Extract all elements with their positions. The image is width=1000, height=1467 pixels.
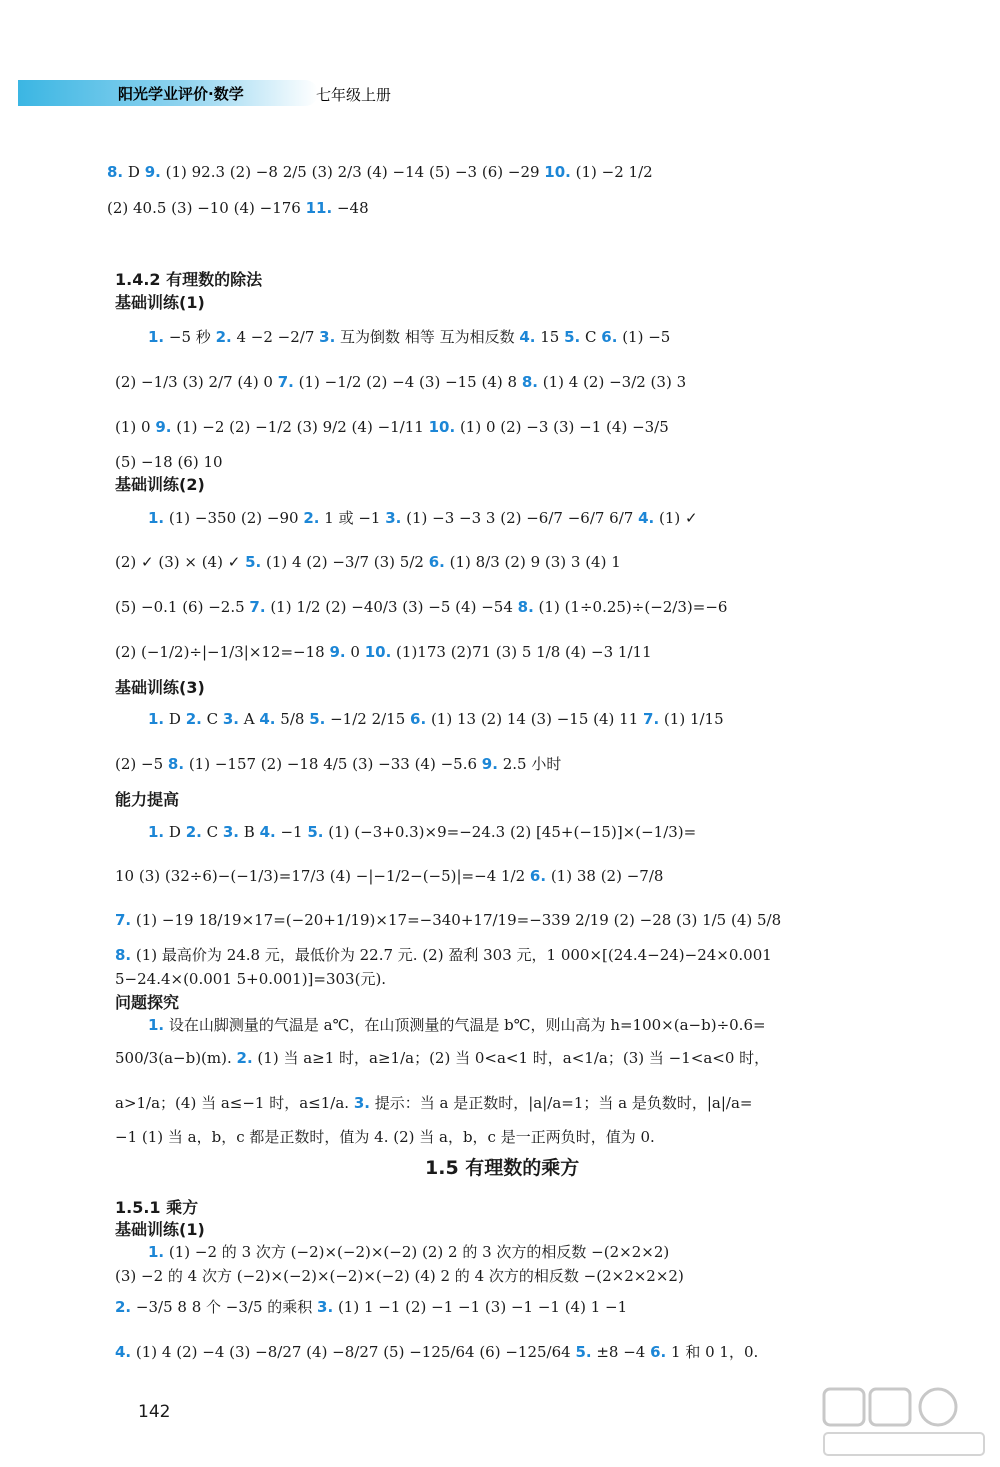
answer-text: 2.5 小时 xyxy=(497,755,562,773)
answer-text: C xyxy=(201,823,223,841)
answer-text: 1 或 −1 xyxy=(319,509,386,527)
book-subtitle: 七年级上册 xyxy=(316,86,392,104)
answer-text: 10 (3) (32÷6)−(−1/3)=17/3 (4) −|−1/2−(−5)|=−4 1/2 xyxy=(115,867,530,885)
answer-text: 能力提高 xyxy=(115,790,180,809)
question-number: 6. xyxy=(601,328,618,346)
answer-text: 提示：当 a 是正数时，|a|/a=1；当 a 是负数时，|a|/a= xyxy=(369,1094,753,1112)
answer-text: D xyxy=(164,710,186,728)
question-number: 4. xyxy=(259,710,276,728)
question-number: 5. xyxy=(309,710,326,728)
question-number: 5. xyxy=(564,328,581,346)
question-number: 2. xyxy=(215,328,232,346)
answer-text: (1) 1/15 xyxy=(659,710,724,728)
answer-text: (1) −3 −3 3 (2) −6/7 −6/7 6/7 xyxy=(401,509,639,527)
answer-text: (1) 4 (2) −3/7 (3) 5/2 xyxy=(261,553,429,571)
answer-text: 基础训练(2) xyxy=(115,475,205,494)
question-number: 5. xyxy=(245,553,262,571)
answer-text: D xyxy=(164,823,186,841)
answer-text: ±8 −4 xyxy=(591,1343,651,1361)
answer-text: (1) −19 18/19×17=(−20+1/19)×17=−340+17/19=−339 2/19 (2) −28 (3) 1/5 (4) 5/8 xyxy=(131,911,782,929)
answer-text: (2) −5 xyxy=(115,755,168,773)
answer-text: 4 −2 −2/7 xyxy=(231,328,320,346)
question-number: 1. xyxy=(148,710,165,728)
answer-text: (2) −1/3 (3) 2/7 (4) 0 xyxy=(115,373,278,391)
answer-text: −1 (1) 当 a，b，c 都是正数时，值为 4. (2) 当 a，b，c 是一正两负时，值为 0. xyxy=(115,1128,655,1146)
answer-text: (1) 1/2 (2) −40/3 (3) −5 (4) −54 xyxy=(265,598,518,616)
question-number: 6. xyxy=(529,867,547,885)
answer-text: (1) (−3+0.3)×9=−24.3 (2) [45+(−15)]×(−1/3)= xyxy=(323,823,697,841)
question-number: 8. xyxy=(167,755,185,773)
question-number: 2. xyxy=(236,1049,253,1067)
question-number: 4. xyxy=(519,328,536,346)
answer-text: (1) 38 (2) −7/8 xyxy=(546,867,664,885)
question-number: 1. xyxy=(148,509,165,527)
question-number: 4. xyxy=(638,509,655,527)
answer-text: 设在山脚测量的气温是 a℃，在山顶测量的气温是 b℃，则山高为 h=100×(a−b)÷0.6= xyxy=(164,1016,766,1034)
answer-text: 基础训练(1) xyxy=(115,1220,205,1239)
answer-text: (1) −2 (2) −1/2 (3) 9/2 (4) −1/11 xyxy=(171,418,429,436)
answer-text: (5) −18 (6) 10 xyxy=(115,453,223,471)
question-number: 3. xyxy=(319,328,336,346)
answer-text: (1) −2 1/2 xyxy=(570,163,653,181)
question-number: 5. xyxy=(575,1343,592,1361)
question-number: 1. xyxy=(148,1243,165,1261)
answer-text: (1) 0 (2) −3 (3) −1 (4) −3/5 xyxy=(455,418,669,436)
question-number: 3. xyxy=(222,710,239,728)
book-title: 阳光学业评价·数学 xyxy=(118,85,244,103)
question-number: 6. xyxy=(428,553,445,571)
answer-text: (1) 最高价为 24.8 元，最低价为 22.7 元. (2) 盈利 303 元，1 000×[(24.4−24)−24×0.001 xyxy=(131,946,772,964)
question-number: 2. xyxy=(115,1298,132,1316)
answer-text: (2) (−1/2)÷|−1/3|×12=−18 xyxy=(115,643,330,661)
answer-text: 500/3(a−b)(m). xyxy=(115,1049,237,1067)
answer-text: (1) 92.3 (2) −8 2/5 (3) 2/3 (4) −14 (5) −3 (6) −29 xyxy=(160,163,545,181)
question-number: 9. xyxy=(144,163,161,181)
answer-text: (1) 4 (2) −4 (3) −8/27 (4) −8/27 (5) −125/64 (6) −125/64 xyxy=(131,1343,576,1361)
answer-text: 1.4.2 有理数的除法 xyxy=(115,270,263,289)
question-number: 7. xyxy=(643,710,660,728)
watermark-logo xyxy=(820,1385,990,1460)
question-number: 3. xyxy=(222,823,239,841)
question-number: 6. xyxy=(650,1343,667,1361)
question-number: 10. xyxy=(364,643,392,661)
question-number: 5. xyxy=(307,823,324,841)
question-number: 1. xyxy=(148,823,165,841)
page-number: 142 xyxy=(138,1402,171,1422)
answer-text: −5 秒 xyxy=(164,328,216,346)
answer-text: 5−24.4×(0.001 5+0.001)]=303(元). xyxy=(115,970,387,988)
answer-text: (1) −5 xyxy=(617,328,671,346)
answer-text: −3/5 8 8 个 −3/5 的乘积 xyxy=(131,1298,318,1316)
question-number: 8. xyxy=(107,163,124,181)
answer-text: C xyxy=(201,710,223,728)
question-number: 2. xyxy=(185,823,202,841)
question-number: 6. xyxy=(410,710,427,728)
answer-text: (1) (1÷0.25)÷(−2/3)=−6 xyxy=(533,598,728,616)
answer-text: 0 xyxy=(345,643,365,661)
answer-text: (2) ✓ (3) × (4) ✓ xyxy=(115,553,246,571)
answer-text: D xyxy=(123,163,145,181)
question-number: 1. xyxy=(148,328,165,346)
answer-text: (1) −1/2 (2) −4 (3) −15 (4) 8 xyxy=(293,373,522,391)
question-number: 7. xyxy=(115,911,132,929)
answer-text: (1) 1 −1 (2) −1 −1 (3) −1 −1 (4) 1 −1 xyxy=(333,1298,628,1316)
answer-text: 问题探究 xyxy=(115,993,180,1012)
question-number: 10. xyxy=(428,418,456,436)
answer-text: (1)173 (2)71 (3) 5 1/8 (4) −3 1/11 xyxy=(391,643,652,661)
answer-text: (1) −2 的 3 次方 (−2)×(−2)×(−2) (2) 2 的 3 次方的相反数 −(2×2×2) xyxy=(164,1243,670,1261)
question-number: 3. xyxy=(385,509,402,527)
question-number: 8. xyxy=(517,598,534,616)
answer-text: (1) −157 (2) −18 4/5 (3) −33 (4) −5.6 xyxy=(184,755,482,773)
answer-text: 1 和 0 1，0. xyxy=(666,1343,759,1361)
answer-text: A xyxy=(239,710,260,728)
question-number: 7. xyxy=(249,598,266,616)
answer-text: (1) −350 (2) −90 xyxy=(164,509,304,527)
answer-text: −1 xyxy=(275,823,308,841)
answer-text: 互为倒数 相等 互为相反数 xyxy=(335,328,520,346)
answer-text: 1.5.1 乘方 xyxy=(115,1198,199,1217)
question-number: 8. xyxy=(115,946,132,964)
question-number: 8. xyxy=(521,373,538,391)
answer-text: (5) −0.1 (6) −2.5 xyxy=(115,598,250,616)
answer-text: 1.5 有理数的乘方 xyxy=(425,1157,580,1179)
answer-text: (1) 8/3 (2) 9 (3) 3 (4) 1 xyxy=(444,553,621,571)
question-number: 3. xyxy=(317,1298,334,1316)
question-number: 2. xyxy=(303,509,320,527)
answer-text: (1) 0 xyxy=(115,418,156,436)
answer-text: C xyxy=(580,328,602,346)
answer-text: a>1/a；(4) 当 a≤−1 时，a≤1/a. xyxy=(115,1094,354,1112)
question-number: 2. xyxy=(185,710,202,728)
question-number: 4. xyxy=(259,823,276,841)
answer-text: 15 xyxy=(535,328,565,346)
question-number: 11. xyxy=(305,199,333,217)
answer-text: (1) 13 (2) 14 (3) −15 (4) 11 xyxy=(426,710,644,728)
question-number: 9. xyxy=(329,643,346,661)
answer-text: 基础训练(3) xyxy=(115,678,205,697)
answer-text: 基础训练(1) xyxy=(115,293,205,312)
answer-text: (1) ✓ xyxy=(654,509,698,527)
question-number: 1. xyxy=(148,1016,165,1034)
answer-text: (1) 当 a≥1 时，a≥1/a；(2) 当 0<a<1 时，a<1/a；(3) 当 −1<a<0 时， xyxy=(252,1049,770,1067)
question-number: 3. xyxy=(353,1094,370,1112)
question-number: 7. xyxy=(277,373,294,391)
answer-text: 5/8 xyxy=(275,710,310,728)
answer-text: (1) 4 (2) −3/2 (3) 3 xyxy=(537,373,687,391)
answer-text: −48 xyxy=(332,199,369,217)
question-number: 9. xyxy=(155,418,172,436)
question-number: 4. xyxy=(115,1343,132,1361)
answer-text: −1/2 2/15 xyxy=(325,710,411,728)
answer-text: B xyxy=(239,823,260,841)
question-number: 10. xyxy=(544,163,571,181)
page-header xyxy=(18,72,418,112)
answer-text: (2) 40.5 (3) −10 (4) −176 xyxy=(107,199,306,217)
answer-text: (3) −2 的 4 次方 (−2)×(−2)×(−2)×(−2) (4) 2 的 4 次方的相反数 −(2×2×2×2) xyxy=(115,1267,684,1285)
question-number: 9. xyxy=(481,755,498,773)
